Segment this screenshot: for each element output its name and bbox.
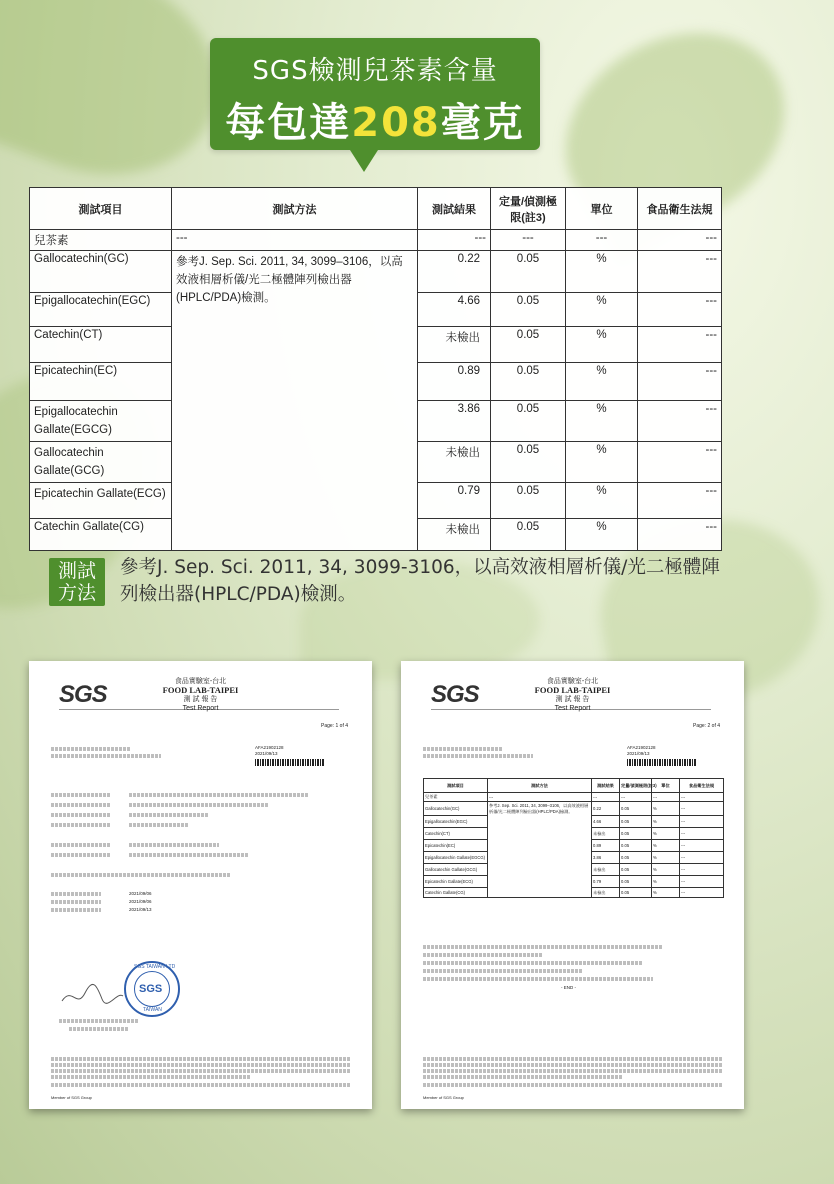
cell-item: Catechin Gallate(CG) — [424, 888, 488, 898]
header-cell: 測試項目 — [424, 779, 488, 793]
cell-unit: % — [566, 401, 638, 442]
cell-unit: % — [652, 840, 680, 852]
cell-unit: % — [566, 483, 638, 519]
report-page-2 — [401, 661, 744, 1109]
fine-print — [129, 793, 309, 797]
report-date: 2021/09/13 — [627, 751, 650, 756]
stamp-logo: SGS — [139, 983, 163, 995]
fine-print — [423, 1075, 623, 1079]
cell-limit: 0.05 — [491, 519, 566, 551]
headline-number: 208 — [351, 100, 441, 146]
cell-unit: % — [566, 251, 638, 293]
headline-line1: SGS檢測兒茶素含量 — [252, 56, 498, 86]
cell-result: 未檢出 — [592, 828, 620, 840]
cell-limit: 0.05 — [620, 864, 652, 876]
results-table — [29, 187, 722, 551]
cell-result: --- — [418, 230, 491, 251]
cell-limit: 0.05 — [491, 442, 566, 483]
fine-print — [129, 843, 219, 847]
fine-print — [423, 1057, 723, 1061]
cell-unit: % — [652, 876, 680, 888]
fine-print — [51, 873, 231, 877]
cell-method: --- — [172, 230, 418, 251]
headline-bubble — [210, 38, 540, 150]
cell-result: 未檢出 — [418, 327, 491, 363]
cell-regulation: --- — [638, 230, 722, 251]
header-cell: 單位 — [652, 779, 680, 793]
cell-result: 3.86 — [418, 401, 491, 442]
lab-name-en: FOOD LAB-TAIPEI — [162, 685, 239, 695]
cell-item: Catechin Gallate(CG) — [30, 519, 172, 551]
fine-print — [423, 747, 503, 751]
cell-limit: 0.05 — [620, 802, 652, 816]
report-title-en: Test Report — [554, 705, 591, 712]
cell-result: 未檢出 — [418, 442, 491, 483]
cell-item: Epigallocatechin(EGC) — [424, 816, 488, 828]
cell-limit: 0.05 — [620, 828, 652, 840]
cell-result: 4.66 — [592, 816, 620, 828]
cell-regulation: --- — [680, 852, 724, 864]
cell-item: Catechin(CT) — [30, 327, 172, 363]
method-description: 參考J. Sep. Sci. 2011, 34, 3099-3106，以高效液相層析儀/光二極體陣列檢出器(HPLC/PDA)檢測。 — [120, 557, 720, 605]
fine-print — [423, 754, 533, 758]
fine-print — [423, 1063, 723, 1067]
headline-suffix: 毫克 — [440, 100, 525, 146]
fine-print — [423, 945, 663, 949]
cell-regulation: --- — [680, 828, 724, 840]
cell-item: Gallocatechin(GC) — [30, 251, 172, 293]
test-end-date: 2021/09/13 — [129, 907, 152, 912]
lab-heading — [401, 677, 744, 713]
fine-print — [423, 969, 583, 973]
cell-result: 0.22 — [418, 251, 491, 293]
fine-print — [51, 823, 111, 827]
cell-regulation: --- — [680, 876, 724, 888]
header-cell: 食品衛生法規 — [638, 188, 722, 230]
fine-print — [51, 1063, 351, 1067]
report-number: AFA21902128 — [255, 745, 284, 750]
cell-result: 未檢出 — [592, 864, 620, 876]
cell-result: 0.22 — [592, 802, 620, 816]
cell-unit: % — [652, 802, 680, 816]
cell-unit: % — [566, 442, 638, 483]
cell-regulation: --- — [680, 793, 724, 802]
cell-regulation: --- — [680, 888, 724, 898]
signature — [57, 981, 127, 1011]
cell-unit: % — [566, 363, 638, 401]
fine-print — [51, 747, 131, 751]
end-mark: - END - — [561, 985, 576, 990]
cell-limit: --- — [491, 230, 566, 251]
barcode — [627, 759, 697, 766]
report-number: AFA21902128 — [627, 745, 656, 750]
lab-name-en: FOOD LAB-TAIPEI — [534, 685, 611, 695]
report-title-en: Test Report — [182, 705, 219, 712]
cell-limit: 0.05 — [491, 327, 566, 363]
cell-regulation: --- — [638, 251, 722, 293]
fine-print — [129, 853, 249, 857]
fine-print — [51, 793, 111, 797]
table-row — [424, 802, 724, 816]
fine-print — [69, 1027, 129, 1031]
cell-item: 兒茶素 — [30, 230, 172, 251]
test-start-date: 2021/09/06 — [129, 899, 152, 904]
cell-limit: 0.05 — [491, 363, 566, 401]
report-title-cn: 測 試 報 告 — [183, 696, 218, 703]
sgs-logo: SGS — [59, 681, 107, 708]
cell-regulation: --- — [638, 293, 722, 327]
barcode — [255, 759, 325, 766]
fine-print — [51, 1083, 351, 1087]
cell-unit: % — [566, 293, 638, 327]
cell-regulation: --- — [680, 802, 724, 816]
cell-regulation: --- — [638, 327, 722, 363]
cell-limit: 0.05 — [491, 251, 566, 293]
lab-heading — [29, 677, 372, 713]
fine-print — [51, 843, 111, 847]
fine-print — [51, 908, 101, 912]
stamp-bottom-text: TAIWAN — [143, 1007, 162, 1013]
lab-name-cn: 食品實驗室-台北 — [546, 678, 599, 685]
method-badge — [49, 558, 105, 606]
cell-result: 未檢出 — [418, 519, 491, 551]
cell-regulation: --- — [680, 864, 724, 876]
table-row — [424, 779, 724, 793]
fine-print — [51, 892, 101, 896]
cell-regulation: --- — [638, 363, 722, 401]
cell-method-merged: 參考J. Sep. Sci. 2011, 34, 3099–3106，以高效液相層析儀/光二極體陣列檢出器(HPLC/PDA)檢測。 — [172, 251, 418, 551]
fine-print — [423, 953, 543, 957]
cell-regulation: --- — [680, 840, 724, 852]
headline-line2 — [210, 91, 540, 148]
cell-result: 0.89 — [418, 363, 491, 401]
cell-item: Epigallocatechin Gallate(EGCG) — [424, 852, 488, 864]
header-cell: 定量/偵測極限(註3) — [620, 779, 652, 793]
sgs-stamp — [124, 961, 180, 1017]
cell-item: Epicatechin(EC) — [30, 363, 172, 401]
page-number: Page: 1 of 4 — [321, 723, 348, 729]
cell-method: --- — [488, 793, 592, 802]
header-cell: 測試結果 — [592, 779, 620, 793]
fine-print — [423, 1083, 723, 1087]
fine-print — [59, 1019, 139, 1023]
fine-print — [51, 1075, 251, 1079]
fine-print — [51, 1057, 351, 1061]
cell-unit: % — [652, 888, 680, 898]
cell-limit: 0.05 — [620, 816, 652, 828]
cell-result: 3.86 — [592, 852, 620, 864]
cell-result: 未檢出 — [592, 888, 620, 898]
fine-print — [423, 961, 643, 965]
cell-item: Gallocatechin Gallate(GCG) — [30, 442, 172, 483]
cell-item: Gallocatechin Gallate(GCG) — [424, 864, 488, 876]
report-date: 2021/09/13 — [255, 751, 278, 756]
table-row — [30, 230, 722, 251]
fine-print — [51, 853, 111, 857]
cell-limit: 0.05 — [620, 840, 652, 852]
cell-unit: % — [566, 327, 638, 363]
cell-unit: --- — [652, 793, 680, 802]
header-cell: 測試方法 — [488, 779, 592, 793]
cell-item: Epigallocatechin Gallate(EGCG) — [30, 401, 172, 442]
table-header-row — [30, 188, 722, 230]
sgs-logo: SGS — [431, 681, 479, 708]
report-footer: Member of SGS Group — [51, 1095, 92, 1100]
fine-print — [129, 803, 269, 807]
lab-name-cn: 食品實驗室-台北 — [174, 678, 227, 685]
cell-result: --- — [592, 793, 620, 802]
cell-limit: --- — [620, 793, 652, 802]
cell-result: 0.79 — [418, 483, 491, 519]
cell-item: Catechin(CT) — [424, 828, 488, 840]
fine-print — [51, 813, 111, 817]
cell-regulation: --- — [680, 816, 724, 828]
fine-print — [51, 1069, 351, 1073]
table-row — [424, 793, 724, 802]
header-cell: 測試方法 — [172, 188, 418, 230]
cell-result: 4.66 — [418, 293, 491, 327]
cell-limit: 0.05 — [491, 483, 566, 519]
cell-item: 兒茶素 — [424, 793, 488, 802]
method-badge-line1: 測試 — [57, 560, 96, 582]
cell-regulation: --- — [638, 519, 722, 551]
cell-limit: 0.05 — [620, 876, 652, 888]
header-cell: 測試項目 — [30, 188, 172, 230]
header-cell: 食品衛生法規 — [680, 779, 724, 793]
cell-item: Gallocatechin(GC) — [424, 802, 488, 816]
cell-regulation: --- — [638, 483, 722, 519]
received-date: 2021/09/06 — [129, 891, 152, 896]
cell-unit: % — [566, 519, 638, 551]
fine-print — [129, 813, 209, 817]
cell-unit: --- — [566, 230, 638, 251]
cell-item: Epicatechin Gallate(ECG) — [424, 876, 488, 888]
cell-unit: % — [652, 864, 680, 876]
cell-item: Epicatechin Gallate(ECG) — [30, 483, 172, 519]
cell-unit: % — [652, 852, 680, 864]
report-title-cn: 測 試 報 告 — [555, 696, 590, 703]
page-number: Page: 2 of 4 — [693, 723, 720, 729]
report-page-1 — [29, 661, 372, 1109]
cell-result: 0.79 — [592, 876, 620, 888]
fine-print — [51, 900, 101, 904]
cell-limit: 0.05 — [491, 293, 566, 327]
report-footer: Member of SGS Group — [423, 1095, 464, 1100]
fine-print — [423, 1069, 723, 1073]
cell-unit: % — [652, 828, 680, 840]
cell-unit: % — [652, 816, 680, 828]
fine-print — [423, 977, 653, 981]
mini-results-table — [423, 778, 724, 898]
header-cell: 測試結果 — [418, 188, 491, 230]
fine-print — [129, 823, 189, 827]
cell-result: 0.89 — [592, 840, 620, 852]
cell-item: Epicatechin(EC) — [424, 840, 488, 852]
cell-item: Epigallocatechin(EGC) — [30, 293, 172, 327]
cell-method-merged: 參考J. Sep. Sci. 2011, 34, 3099–3106，以高效液相層析儀/光二極體陣列檢出器(HPLC/PDA)檢測。 — [488, 802, 592, 898]
cell-regulation: --- — [638, 401, 722, 442]
header-cell: 定量/偵測極限(註3) — [491, 188, 566, 230]
table-row — [30, 251, 722, 293]
header-cell: 單位 — [566, 188, 638, 230]
method-badge-line2: 方法 — [57, 582, 96, 604]
cell-regulation: --- — [638, 442, 722, 483]
cell-limit: 0.05 — [491, 401, 566, 442]
headline-prefix: 每包達 — [225, 100, 352, 146]
cell-limit: 0.05 — [620, 852, 652, 864]
fine-print — [51, 754, 161, 758]
fine-print — [51, 803, 111, 807]
stamp-ring-text: SGS TAIWAN LTD — [134, 964, 176, 970]
cell-limit: 0.05 — [620, 888, 652, 898]
